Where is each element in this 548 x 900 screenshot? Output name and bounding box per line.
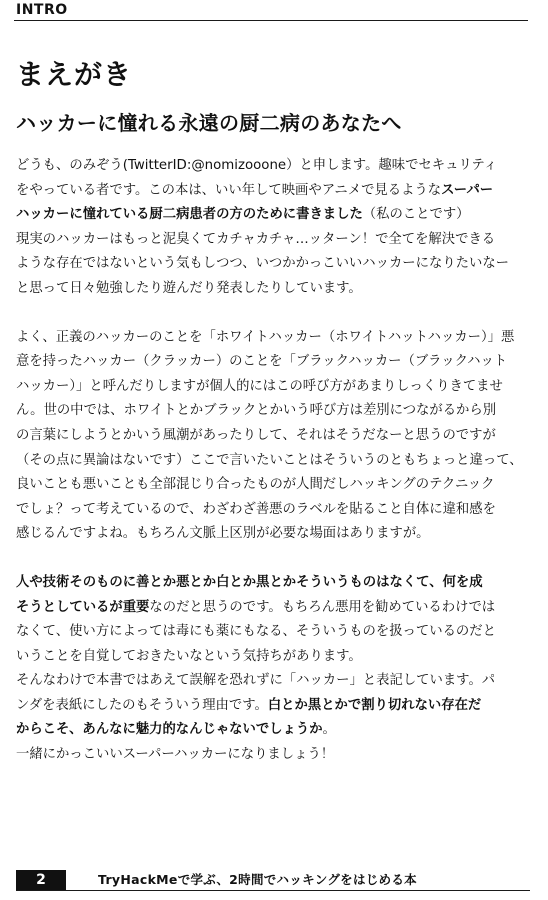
page-footer <box>16 870 530 891</box>
text-line <box>16 277 532 302</box>
page-number: 2 <box>16 870 66 890</box>
text-line <box>16 694 532 719</box>
emphasis-text: ハッカーに憧れている厨二病患者の方のために書きました <box>16 207 363 223</box>
text-line <box>16 179 532 204</box>
body-text-run: ような存在ではないという気もしつつ、いつかかっこいいハッカーになりたいなー <box>16 256 510 272</box>
text-line <box>16 669 532 694</box>
text-line <box>16 718 532 743</box>
page-subtitle: ハッカーに憧れる永遠の厨二病のあなたへ <box>16 111 402 135</box>
body-text-run: よく、正義のハッカーのことを「ホワイトハッカー（ホワイトハットハッカー）」悪 <box>16 329 515 345</box>
body-text-run: の言葉にしようとかいう風潮があったりして、それはそうだなーと思うのですが <box>16 427 496 443</box>
text-line <box>16 350 532 375</box>
body-text-run: 。 <box>322 722 336 738</box>
text-line <box>16 596 532 621</box>
paragraph <box>16 571 534 768</box>
emphasis-text: スーパー <box>441 182 494 198</box>
text-line <box>16 473 532 498</box>
body-text-run: をやっている者です。この本は、いい年して映画やアニメで見るような <box>16 182 442 198</box>
emphasis-text: 人や技術そのものに善とか悪とか白とか黒とかそういうものはなくて、何を成 <box>16 574 483 590</box>
body-text-run: そんなわけで本書ではあえて誤解を恐れずに「ハッカー」と表記しています。パ <box>16 673 496 689</box>
section-header <box>14 2 528 21</box>
body-text-run: どうも、のみぞう(TwitterID:@nomizooone）と申します。趣味でセキュリティ <box>16 158 498 173</box>
body-text-run: 現実のハッカーはもっと泥臭くてカチャカチャ…ッターン！で全てを解決できる <box>16 231 496 247</box>
body-text-run: （その点に異論はないです）ここで言いたいことはそういうのともちょっと違って、 <box>16 452 523 468</box>
text-line <box>16 743 532 768</box>
body-text-run: なくて、使い方によっては毒にも薬にもなる、そういうものを扱っているのだと <box>16 624 496 640</box>
body-text-run: 良いことも悪いことも全部混じり合ったものが人間だしハッキングのテクニック <box>16 477 495 493</box>
text-line <box>16 399 532 424</box>
text-line <box>16 449 532 474</box>
paragraph <box>16 326 534 547</box>
body-text-run: でしょ？って考えているので、わざわざ善悪のラベルを貼ること自体に違和感を <box>16 501 496 517</box>
text-line <box>16 203 532 228</box>
body-text-run: と思って日々勉強したり遊んだり発表したりしています。 <box>16 280 362 296</box>
text-line <box>16 620 532 645</box>
text-line <box>16 326 532 351</box>
text-line <box>16 154 532 179</box>
text-line <box>16 424 532 449</box>
body-text-run: いうことを自覚しておきたいなという気持ちがあります。 <box>16 648 362 664</box>
body-text-run: 一緒にかっこいいスーパーハッカーになりましょう！ <box>16 747 335 763</box>
body-text-run: ンダを表紙にしたのもそういう理由です。 <box>16 697 268 713</box>
body-text-run: 感じるんですよね。もちろん文脈上区別が必要な場面はありますが。 <box>16 526 430 542</box>
section-label: INTRO <box>16 2 68 18</box>
book-title: TryHackMeで学ぶ、2時間でハッキングをはじめる本 <box>98 872 417 887</box>
emphasis-text: そうとしているが重要 <box>16 599 150 615</box>
text-line <box>16 645 532 670</box>
emphasis-text: 白とか黒とかで割り切れない存在だ <box>267 697 482 713</box>
text-line <box>16 375 532 400</box>
text-line <box>16 252 532 277</box>
text-line <box>16 228 532 253</box>
text-line <box>16 571 532 596</box>
text-line <box>16 522 532 547</box>
body-text-run: （私のことです） <box>362 207 470 223</box>
paragraph <box>16 154 534 302</box>
body-text-run: ハッカー）」と呼んだりしますが個人的にはこの呼び方があまりしっくりきてませ <box>16 378 503 394</box>
text-line <box>16 498 532 523</box>
body-text-run: ん。世の中では、ホワイトとかブラックとかいう呼び方は差別につながるから別 <box>16 403 497 419</box>
body-text-run: なのだと思うのです。もちろん悪用を勧めているわけでは <box>149 599 496 615</box>
body-text-run: 意を持ったハッカー（クラッカー）のことを「ブラックハッカー（ブラックハット <box>16 354 508 370</box>
emphasis-text: からこそ、あんなに魅力的なんじゃないでしょうか <box>16 722 323 738</box>
page-title: まえがき <box>16 58 133 91</box>
body-text <box>16 154 534 768</box>
